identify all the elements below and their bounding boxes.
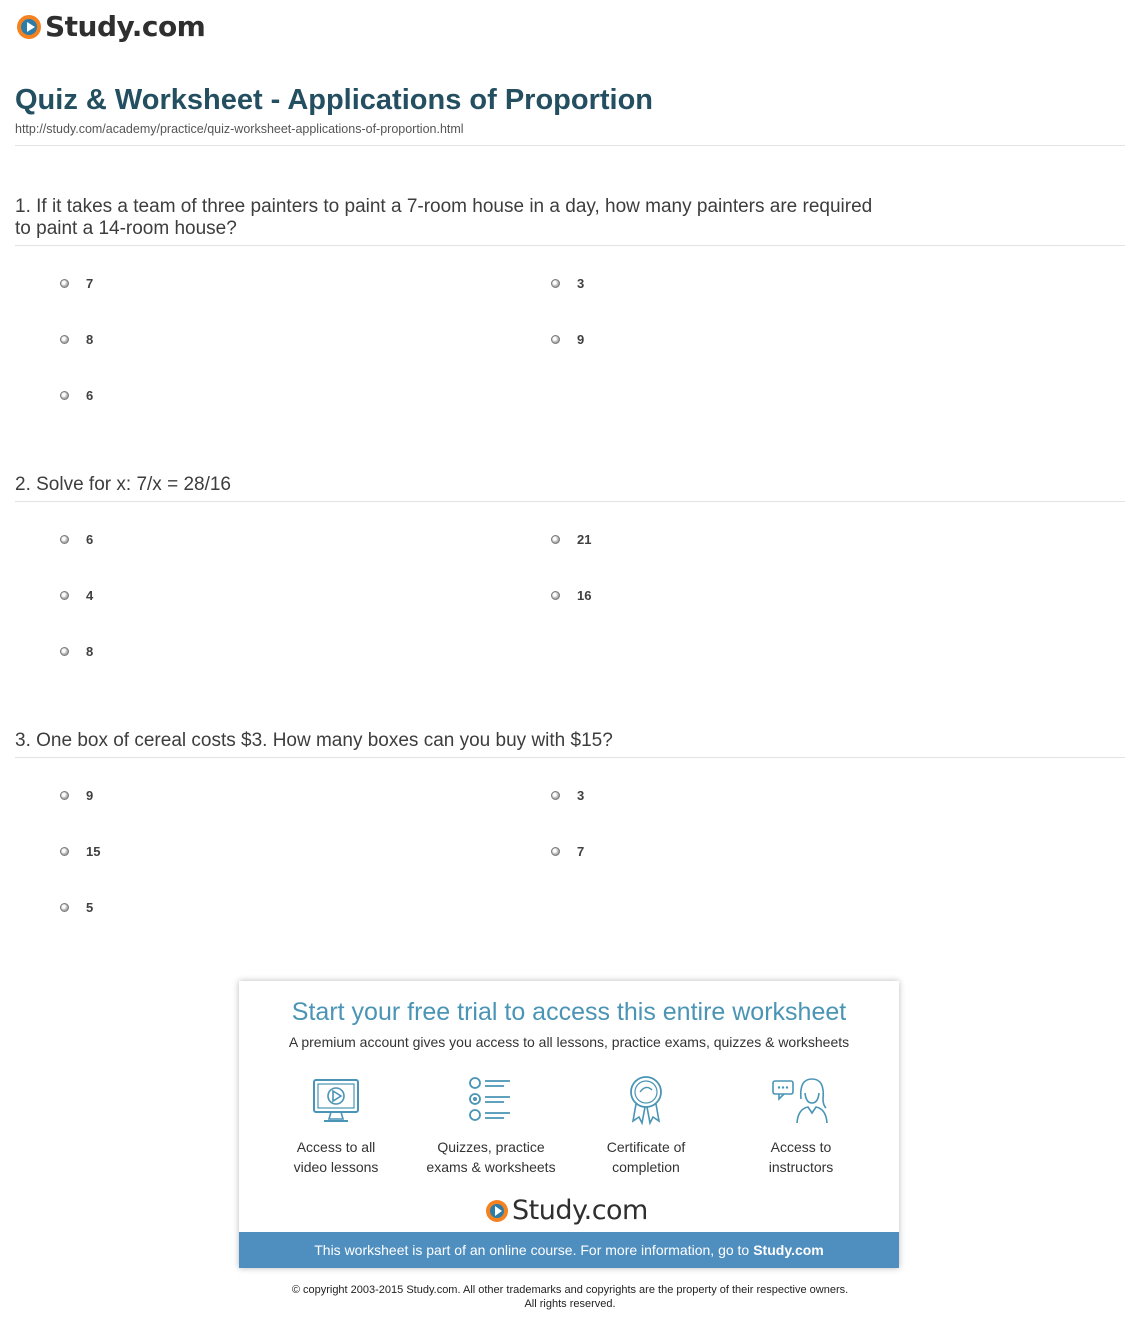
answer-option[interactable]	[60, 532, 93, 547]
answer-label: 21	[577, 532, 592, 547]
answer-option[interactable]	[60, 388, 93, 403]
feature-line: Access to all	[296, 1139, 376, 1155]
feature-label	[726, 1137, 876, 1177]
answer-option[interactable]	[551, 788, 584, 803]
answer-option[interactable]	[551, 332, 584, 347]
logo-text: Study.com	[45, 10, 206, 43]
copyright-notice	[0, 1283, 1140, 1311]
answer-label: 5	[86, 900, 94, 915]
play-logo-icon	[486, 1200, 508, 1222]
answer-label: 7	[86, 276, 94, 291]
answer-label: 6	[86, 532, 94, 547]
answer-label: 6	[86, 388, 94, 403]
feature-quizzes	[416, 1075, 566, 1177]
answer-option[interactable]	[60, 900, 93, 915]
free-trial-promo	[239, 981, 899, 1268]
feature-line: Access to	[770, 1139, 832, 1155]
feature-instructors	[726, 1075, 876, 1177]
radio-button[interactable]	[60, 903, 69, 912]
answer-label: 3	[577, 276, 585, 291]
answer-label: 16	[577, 588, 592, 603]
page-url: http://study.com/academy/practice/quiz-worksheet-applications-of-proportion.html	[15, 122, 464, 136]
quiz-list-icon	[466, 1075, 516, 1125]
answer-option[interactable]	[551, 844, 584, 859]
question-2	[15, 474, 1125, 496]
promo-subtitle: A premium account gives you access to all lessons, practice exams, quizzes & worksheets	[288, 1034, 850, 1050]
logo-text: Study.com	[512, 1195, 648, 1226]
feature-line: video lessons	[293, 1159, 379, 1175]
answer-label: 8	[86, 644, 94, 659]
copyright-line: All rights reserved.	[524, 1298, 616, 1310]
feature-label	[261, 1137, 411, 1177]
question-1	[15, 196, 1125, 240]
question-3	[15, 730, 1125, 752]
answer-option[interactable]	[60, 276, 93, 291]
video-lesson-icon	[311, 1075, 361, 1125]
feature-line: exams & worksheets	[426, 1159, 556, 1175]
question-text: 2. Solve for x: 7/x = 28/16	[15, 474, 231, 495]
promo-bar-text: This worksheet is part of an online course. For more information, go to	[314, 1242, 750, 1258]
play-logo-icon	[17, 15, 41, 39]
radio-button[interactable]	[551, 847, 560, 856]
radio-button[interactable]	[551, 791, 560, 800]
promo-info-bar	[239, 1232, 899, 1268]
radio-button[interactable]	[60, 279, 69, 288]
answer-label: 9	[86, 788, 94, 803]
answer-option[interactable]	[60, 788, 93, 803]
answer-label: 7	[577, 844, 585, 859]
answer-option[interactable]	[60, 844, 100, 859]
copyright-line: © copyright 2003-2015 Study.com. All other trademarks and copyrights are the property of their respective owners.	[291, 1284, 849, 1296]
question-text: 3. One box of cereal costs $3. How many boxes can you buy with $15?	[15, 730, 613, 751]
instructor-icon	[771, 1075, 831, 1125]
answer-label: 15	[86, 844, 101, 859]
radio-button[interactable]	[551, 335, 560, 344]
radio-button[interactable]	[60, 591, 69, 600]
studycom-promo-logo[interactable]	[486, 1195, 648, 1226]
answer-option[interactable]	[551, 532, 591, 547]
answer-label: 3	[577, 788, 585, 803]
radio-button[interactable]	[60, 535, 69, 544]
answer-option[interactable]	[60, 588, 93, 603]
radio-button[interactable]	[551, 279, 560, 288]
page-title: Quiz & Worksheet - Applications of Proportion	[15, 84, 654, 116]
radio-button[interactable]	[60, 791, 69, 800]
radio-button[interactable]	[551, 535, 560, 544]
header-divider	[15, 145, 1125, 146]
feature-certificate	[571, 1075, 721, 1177]
studycom-logo[interactable]	[17, 10, 205, 43]
answer-option[interactable]	[60, 644, 93, 659]
certificate-icon	[621, 1075, 671, 1125]
radio-button[interactable]	[551, 591, 560, 600]
answer-label: 9	[577, 332, 585, 347]
question-text: 1. If it takes a team of three painters to paint a 7-room house in a day, how many painters are required to paint a 14-room house?	[15, 196, 873, 239]
question-divider	[15, 245, 1125, 246]
radio-button[interactable]	[60, 847, 69, 856]
question-divider	[15, 501, 1125, 502]
feature-label	[571, 1137, 721, 1177]
studycom-link[interactable]: Study.com	[753, 1242, 824, 1258]
question-divider	[15, 757, 1125, 758]
answer-option[interactable]	[551, 588, 591, 603]
radio-button[interactable]	[60, 335, 69, 344]
feature-line: Certificate of	[606, 1139, 686, 1155]
answer-label: 8	[86, 332, 94, 347]
answer-option[interactable]	[60, 332, 93, 347]
radio-button[interactable]	[60, 391, 69, 400]
feature-label	[416, 1137, 566, 1177]
feature-line: Quizzes, practice	[437, 1139, 545, 1155]
radio-button[interactable]	[60, 647, 69, 656]
answer-option[interactable]	[551, 276, 584, 291]
feature-line: completion	[612, 1159, 680, 1175]
promo-title: Start your free trial to access this entire worksheet	[291, 998, 847, 1026]
answer-label: 4	[86, 588, 94, 603]
feature-line: instructors	[768, 1159, 834, 1175]
feature-video-lessons	[261, 1075, 411, 1177]
